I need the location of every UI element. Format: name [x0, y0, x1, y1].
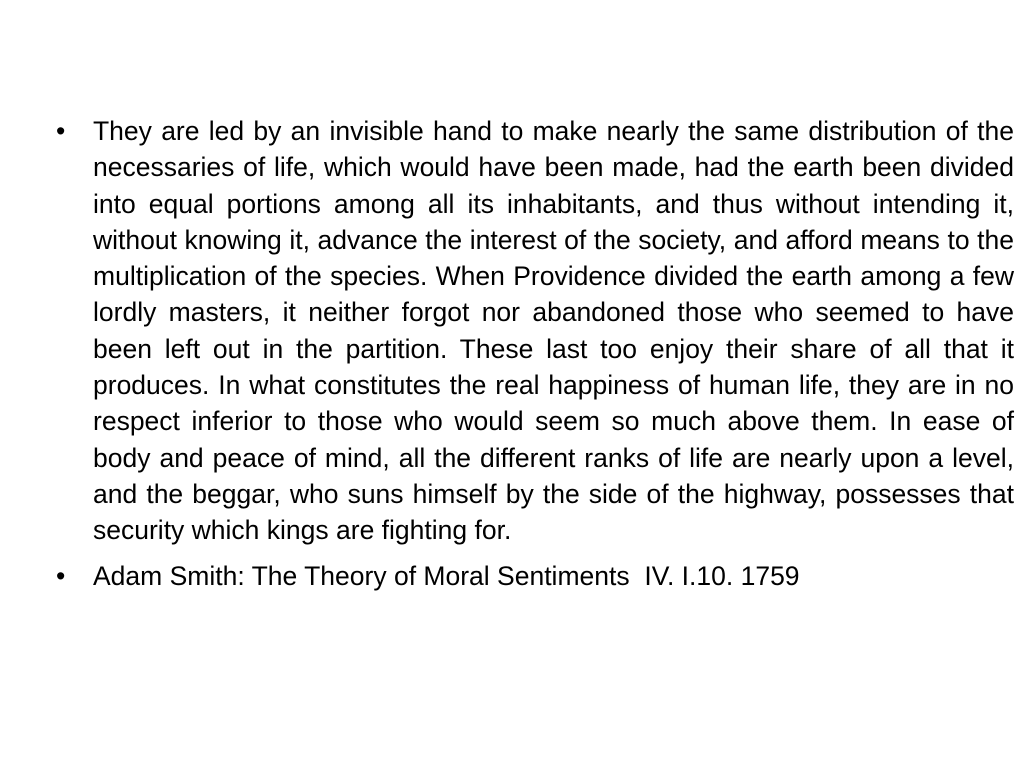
citation-text: Adam Smith: The Theory of Moral Sentiments IV. I.10. 1759	[93, 560, 800, 591]
bullet-list	[56, 113, 1014, 603]
citation-bullet	[56, 558, 1014, 594]
quote-bullet	[56, 113, 1014, 549]
quote-text: They are led by an invisible hand to make nearly the same distribution of the necessaries of life, which would have been made, had the earth been divided into equal portions among all its inhabitants, and thus without intending it, without knowing it, advance the interest of the society, and afford means to the multiplication of the species. When Providence divided the earth among a few lordly masters, it neither forgot nor abandoned those who seemed to have been left out in the partition. These last too enjoy their share of all that it produces. In what constitutes the real happiness of human life, they are in no respect inferior to those who would seem so much above them. In ease of body and peace of mind, all the different ranks of life are nearly upon a level, and the beggar, who suns himself by the side of the highway, possesses that security which kings are fighting for.	[93, 116, 1014, 546]
bullet-marker: •	[56, 116, 66, 146]
bullet-marker: •	[56, 560, 66, 591]
